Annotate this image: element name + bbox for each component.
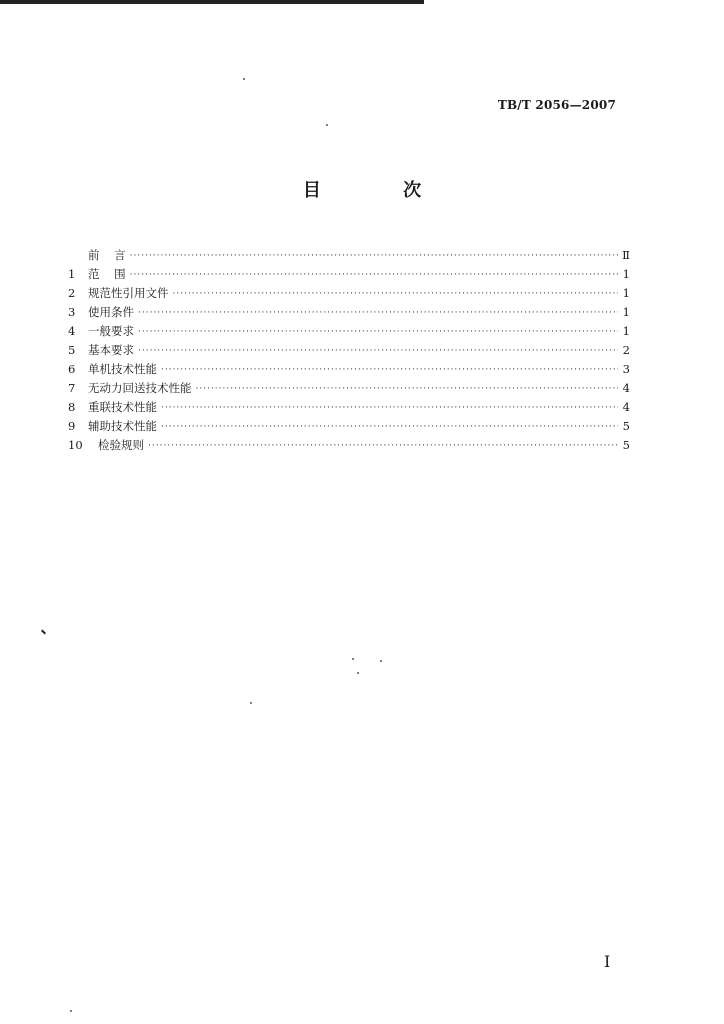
scan-speck xyxy=(250,702,252,704)
dot-leader xyxy=(196,380,619,399)
toc-entry-general-requirements[interactable] xyxy=(68,322,630,341)
toc-entry-number: 10 xyxy=(68,438,83,452)
toc-entry-normative-references[interactable] xyxy=(68,284,630,303)
standard-code: TB/T 2056—2007 xyxy=(497,98,616,112)
dot-leader xyxy=(130,266,618,285)
toc-entry-label: 一般要求 xyxy=(88,324,134,338)
scan-speck xyxy=(243,78,245,80)
scan-edge-rule xyxy=(0,0,424,4)
toc-entry-label: 无动力回送技术性能 xyxy=(88,381,192,395)
scan-speck xyxy=(380,660,382,662)
toc-entry-number: 6 xyxy=(68,362,76,376)
dot-leader xyxy=(138,304,618,323)
scan-speck xyxy=(352,658,354,660)
scan-speck xyxy=(70,1010,72,1012)
dot-leader xyxy=(138,323,618,342)
toc-entry-page: 1 xyxy=(622,267,630,281)
toc-entry-page: 5 xyxy=(622,438,630,452)
toc-entry-page: 2 xyxy=(622,343,630,357)
toc-entry-page: 4 xyxy=(622,400,630,414)
toc-entry-number: 5 xyxy=(68,343,76,357)
toc-entry-label: 辅助技术性能 xyxy=(88,419,157,433)
toc-entry-dead-haulage-performance[interactable] xyxy=(68,379,630,398)
toc-entry-number: 7 xyxy=(68,381,76,395)
toc-entry-scope[interactable] xyxy=(68,265,630,284)
toc-entry-label: 前 言 xyxy=(88,248,126,262)
toc-entry-inspection-rules[interactable] xyxy=(68,436,630,455)
toc-title: 目 次 xyxy=(302,180,460,201)
toc-entry-single-unit-performance[interactable] xyxy=(68,360,630,379)
toc-entry-label: 重联技术性能 xyxy=(88,400,157,414)
dot-leader xyxy=(138,342,618,361)
toc-entry-multiple-unit-performance[interactable] xyxy=(68,398,630,417)
dot-leader xyxy=(161,399,618,418)
toc-entry-number: 3 xyxy=(68,305,76,319)
toc-entry-service-conditions[interactable] xyxy=(68,303,630,322)
toc-entry-label: 范 围 xyxy=(88,267,126,281)
toc-entry-number: 4 xyxy=(68,324,76,338)
toc-entry-basic-requirements[interactable] xyxy=(68,341,630,360)
dot-leader xyxy=(130,247,618,266)
toc-entry-page: 3 xyxy=(622,362,630,376)
toc-entry-page: 1 xyxy=(622,286,630,300)
toc-entry-page: 1 xyxy=(622,305,630,319)
dot-leader xyxy=(161,361,618,380)
toc-entry-label: 检验规则 xyxy=(98,438,144,452)
toc-entry-page: 4 xyxy=(622,381,630,395)
toc-entry-foreword[interactable] xyxy=(68,246,630,265)
toc-entry-page: 1 xyxy=(622,324,630,338)
toc-entry-number: 9 xyxy=(68,419,76,433)
toc-entry-label: 基本要求 xyxy=(88,343,134,357)
toc-entry-label: 单机技术性能 xyxy=(88,362,157,376)
toc-entry-page: Ⅱ xyxy=(622,248,630,262)
toc-entry-page: 5 xyxy=(622,419,630,433)
page-number: I xyxy=(604,952,611,971)
toc-entry-number: 8 xyxy=(68,400,76,414)
scan-speck xyxy=(326,124,328,126)
scan-mark xyxy=(41,630,46,635)
toc-entry-number: 1 xyxy=(68,267,76,281)
toc-entry-number: 2 xyxy=(68,286,76,300)
dot-leader xyxy=(173,285,619,304)
toc-entry-label: 使用条件 xyxy=(88,305,134,319)
table-of-contents xyxy=(68,246,630,455)
scan-speck xyxy=(357,672,359,674)
dot-leader xyxy=(148,437,618,456)
dot-leader xyxy=(161,418,618,437)
toc-entry-auxiliary-performance[interactable] xyxy=(68,417,630,436)
toc-entry-label: 规范性引用文件 xyxy=(88,286,169,300)
